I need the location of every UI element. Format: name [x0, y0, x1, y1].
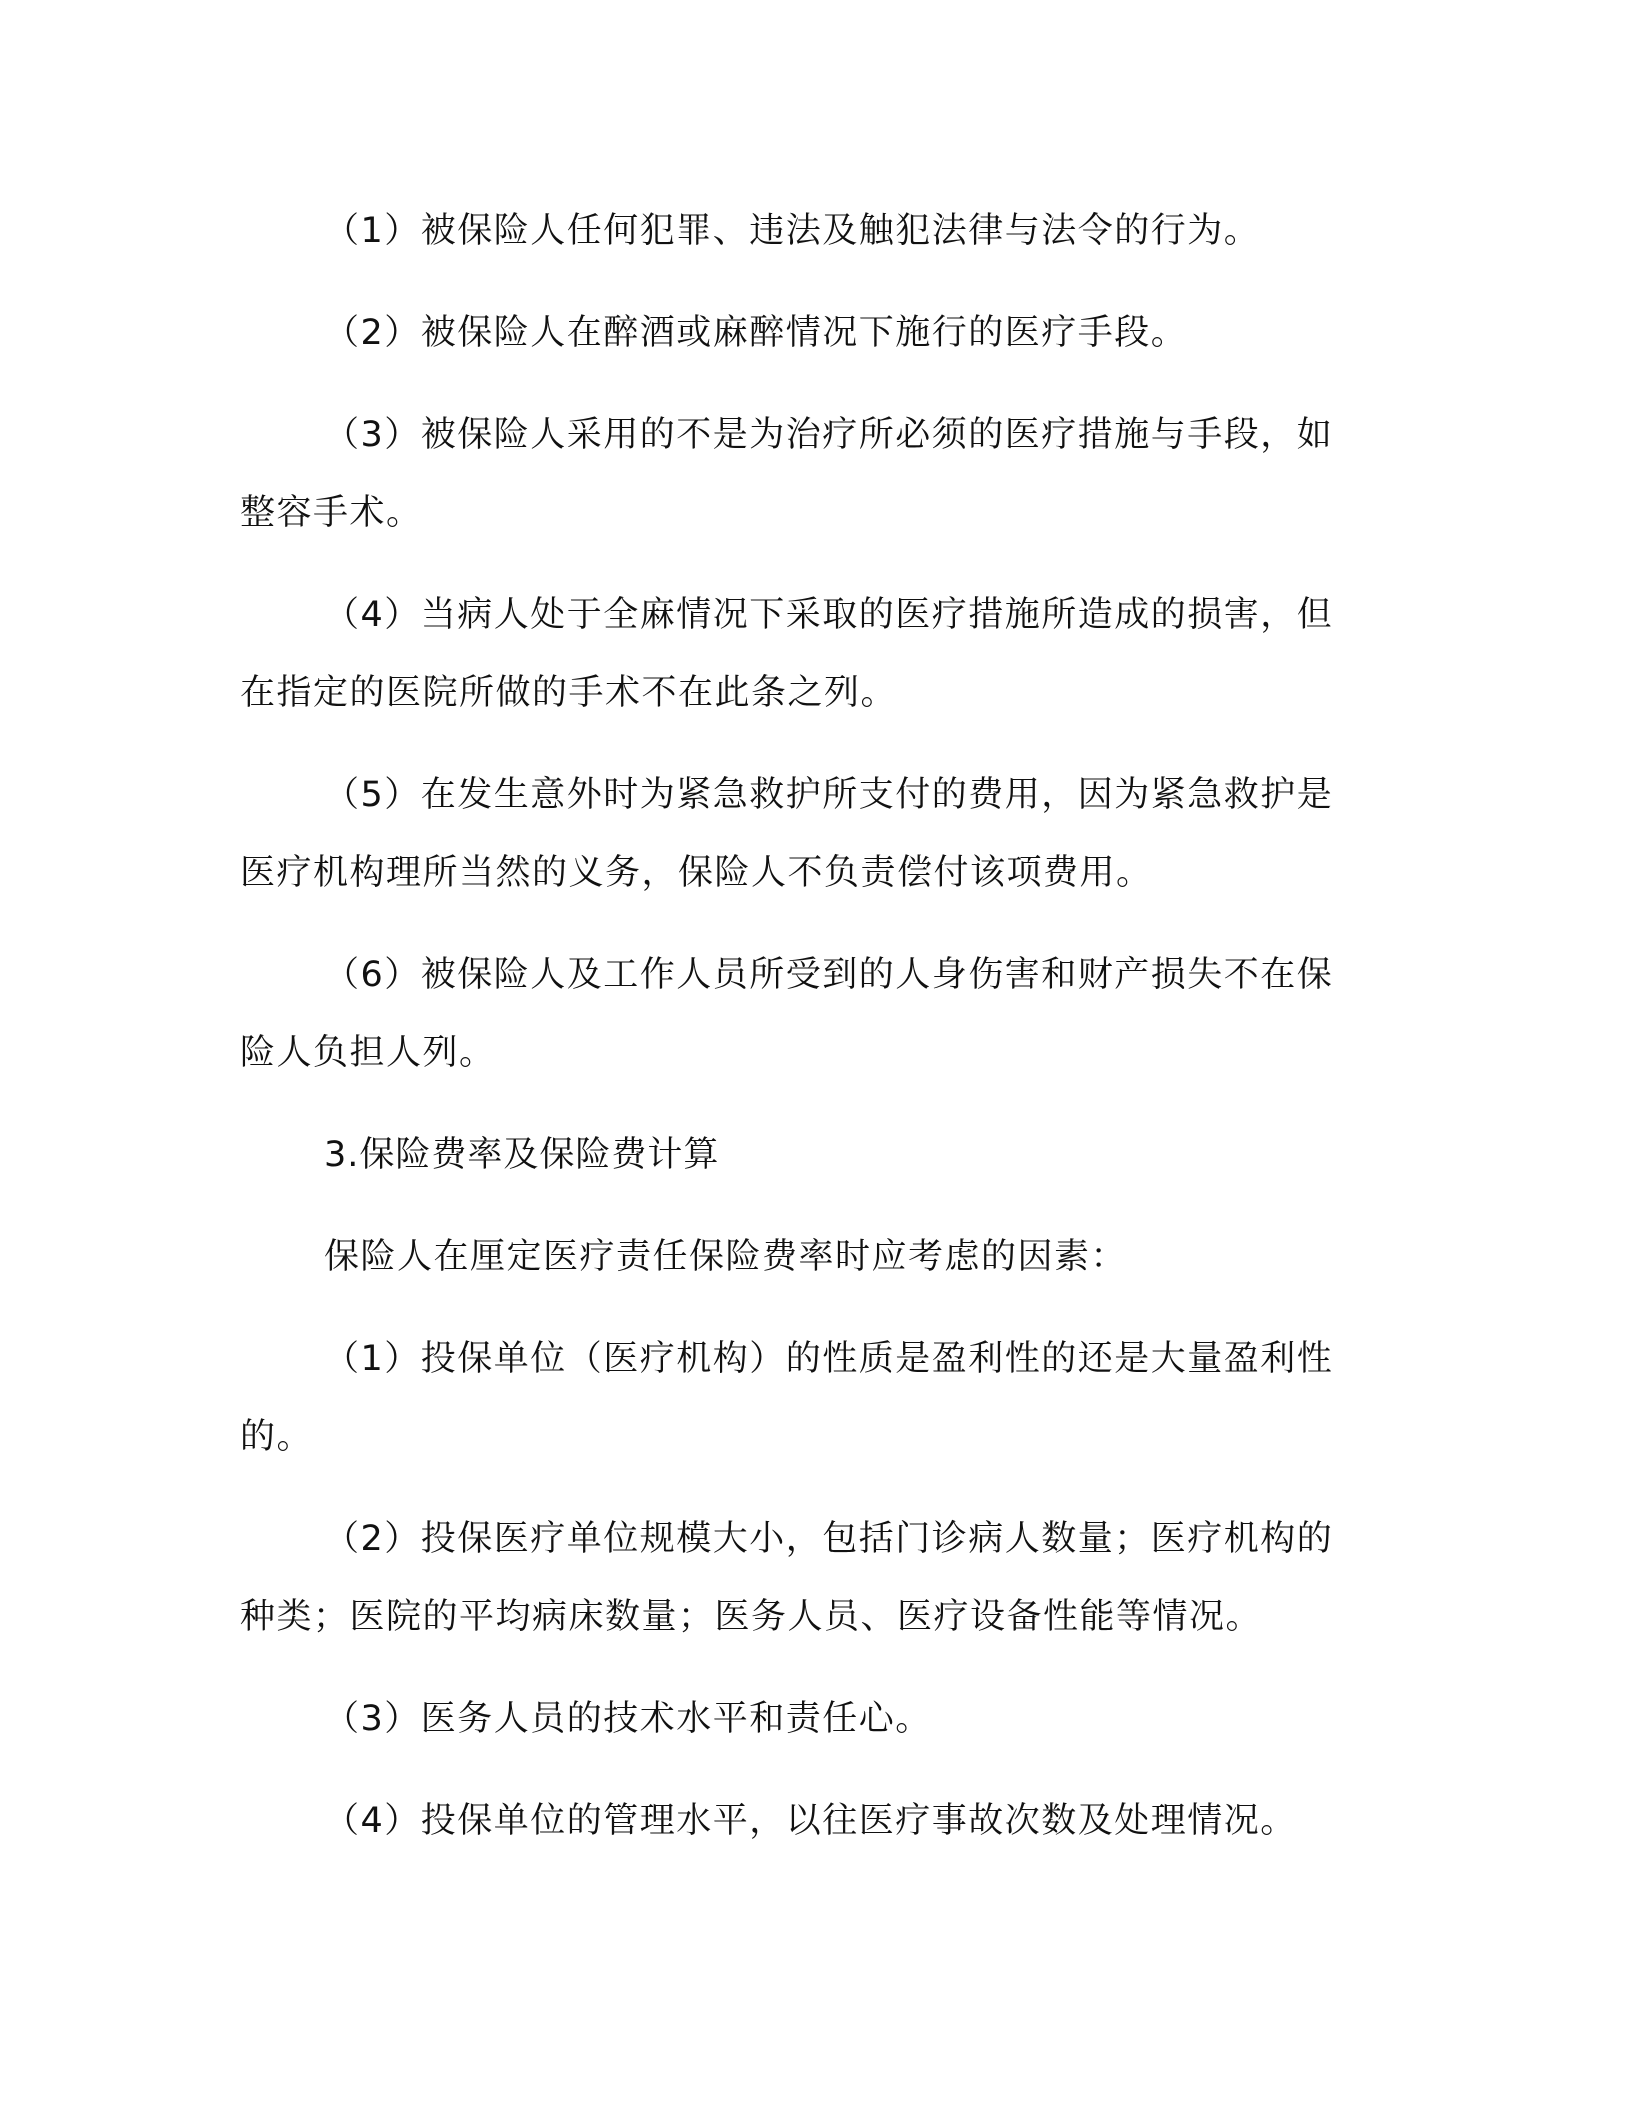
- exclusion-item-6: （6）被保险人及工作人员所受到的人身伤害和财产损失不在保险人负担人列。: [240, 955, 1334, 1073]
- rate-factor-3: （3）医务人员的技术水平和责任心。: [324, 1699, 932, 1739]
- document-body: [240, 192, 1360, 1860]
- exclusion-item-2: （2）被保险人在醉酒或麻醉情况下施行的医疗手段。: [324, 313, 1188, 353]
- exclusion-item-1: （1）被保险人任何犯罪、违法及触犯法律与法令的行为。: [324, 211, 1261, 251]
- exclusion-item-3: （3）被保险人采用的不是为治疗所必须的医疗措施与手段，如整容手术。: [240, 415, 1334, 533]
- exclusion-item-4: （4）当病人处于全麻情况下采取的医疗措施所造成的损害，但在指定的医院所做的手术不在此条之列。: [240, 595, 1334, 713]
- rate-factors-intro: 保险人在厘定医疗责任保险费率时应考虑的因素：: [324, 1237, 1128, 1277]
- rate-factor-2: （2）投保医疗单位规模大小，包括门诊病人数量；医疗机构的种类；医院的平均病床数量；医务人员、医疗设备性能等情况。: [240, 1519, 1334, 1637]
- rate-factor-1: （1）投保单位（医疗机构）的性质是盈利性的还是大量盈利性的。: [240, 1339, 1334, 1457]
- exclusion-item-5: （5）在发生意外时为紧急救护所支付的费用，因为紧急救护是医疗机构理所当然的义务，保险人不负责偿付该项费用。: [240, 775, 1334, 893]
- rate-factor-4: （4）投保单位的管理水平，以往医疗事故次数及处理情况。: [324, 1801, 1297, 1841]
- section-heading: 3.保险费率及保险费计算: [324, 1135, 720, 1175]
